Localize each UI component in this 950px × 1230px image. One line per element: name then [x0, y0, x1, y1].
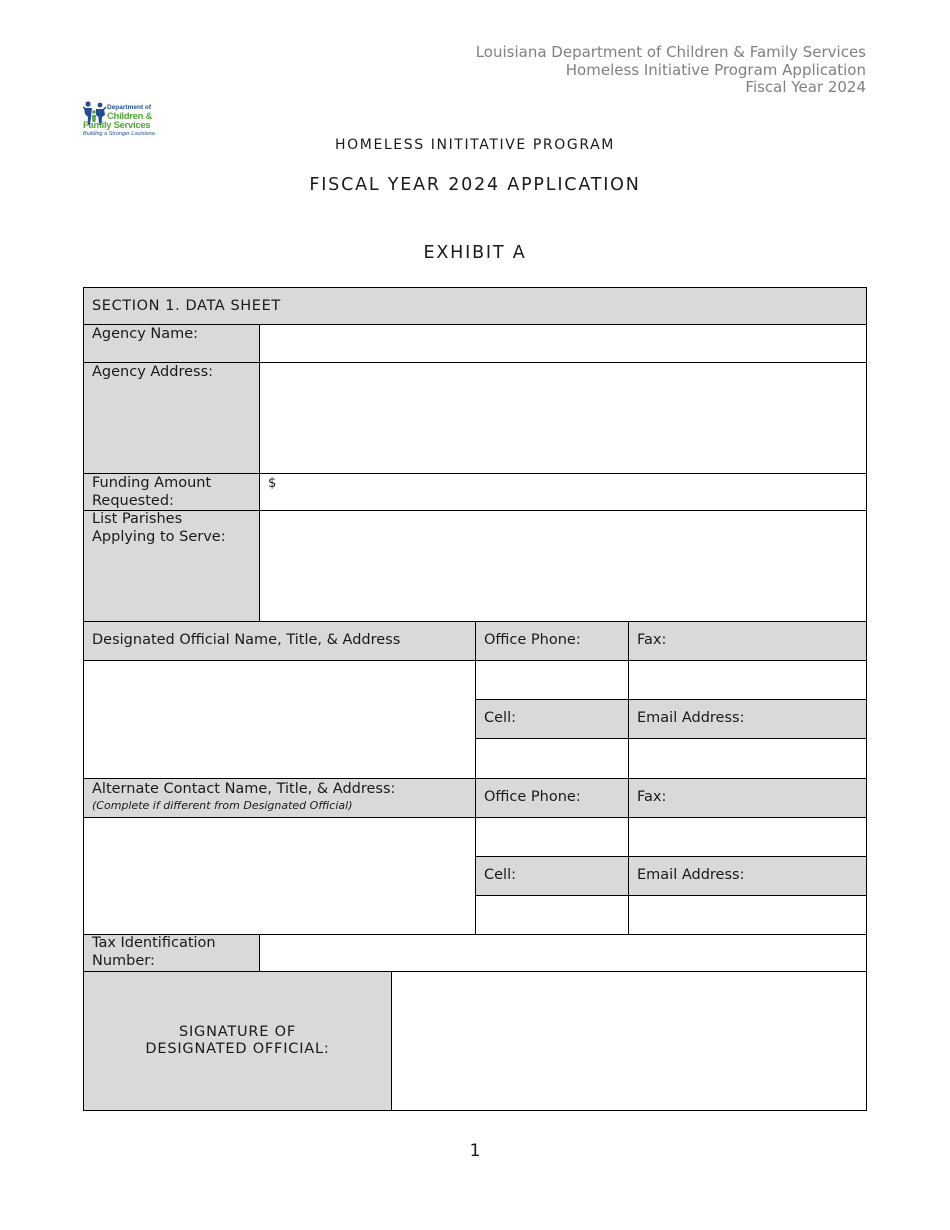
alternate-email-field[interactable]: [628, 895, 867, 935]
header-line-program: Homeless Initiative Program Application: [565, 60, 866, 79]
application-title: FISCAL YEAR 2024 APPLICATION: [309, 175, 641, 195]
tax-id-label-line1: Tax Identification: [92, 935, 216, 951]
alternate-cell-label: Cell:: [475, 856, 629, 896]
exhibit-title: EXHIBIT A: [423, 243, 527, 263]
agency-name-label: Agency Name:: [83, 324, 260, 363]
funding-amount-label-line2: Requested:: [92, 492, 174, 509]
parishes-label: [83, 510, 260, 622]
designated-cell-label: Cell:: [475, 699, 629, 739]
section-header: SECTION 1. DATA SHEET: [83, 287, 867, 325]
alternate-contact-label: [83, 778, 476, 818]
funding-amount-label: [83, 473, 260, 511]
agency-address-field[interactable]: [259, 362, 867, 474]
designated-fax-field[interactable]: [628, 660, 867, 700]
dollar-prefix: $: [268, 476, 277, 491]
logo-line-2: Children &: [107, 110, 153, 122]
logo-text: [83, 104, 155, 137]
header-line-year: Fiscal Year 2024: [745, 78, 866, 96]
alternate-fax-field[interactable]: [628, 817, 867, 857]
alternate-contact-field[interactable]: [83, 817, 476, 935]
tax-id-field[interactable]: [259, 934, 867, 972]
logo-line-3: Family Services: [83, 120, 151, 131]
logo-tagline: Building a Stronger Louisiana: [83, 130, 155, 137]
signature-field[interactable]: [391, 971, 867, 1111]
designated-fax-label: Fax:: [628, 621, 867, 661]
funding-amount-label-line1: Funding Amount: [92, 475, 212, 491]
designated-cell-field[interactable]: [475, 738, 629, 779]
designated-email-label: Email Address:: [628, 699, 867, 739]
logo-line-1: Department of: [107, 104, 152, 111]
designated-office-phone-label: Office Phone:: [475, 621, 629, 661]
tax-id-label-line2: Number:: [92, 952, 155, 969]
agency-name-field[interactable]: [259, 324, 867, 363]
alternate-fax-label: Fax:: [628, 778, 867, 818]
alternate-contact-label-text: Alternate Contact Name, Title, & Address:: [92, 781, 396, 797]
alternate-contact-note: (Complete if different from Designated Official): [92, 798, 353, 812]
designated-official-field[interactable]: [83, 660, 476, 779]
signature-label-line2: DESIGNATED OFFICIAL:: [145, 1041, 330, 1057]
parishes-label-line2: Applying to Serve:: [92, 528, 226, 545]
data-sheet-form: [83, 287, 867, 1111]
signature-label: [83, 971, 392, 1111]
page-number: 1: [469, 1141, 481, 1161]
designated-official-label: Designated Official Name, Title, & Address: [83, 621, 476, 661]
alternate-cell-field[interactable]: [475, 895, 629, 935]
agency-address-label: Agency Address:: [83, 362, 260, 474]
parishes-field[interactable]: [259, 510, 867, 622]
parishes-label-line1: List Parishes: [92, 511, 183, 527]
funding-amount-field[interactable]: [259, 473, 867, 511]
program-title: HOMELESS INITITATIVE PROGRAM: [335, 137, 615, 153]
alternate-office-phone-field[interactable]: [475, 817, 629, 857]
header-line-agency: Louisiana Department of Children & Family Services: [475, 43, 866, 61]
document-header: [476, 44, 866, 97]
designated-office-phone-field[interactable]: [475, 660, 629, 700]
signature-label-line1: SIGNATURE OF: [178, 1023, 296, 1040]
tax-id-label: [83, 934, 260, 972]
alternate-office-phone-label: Office Phone:: [475, 778, 629, 818]
designated-email-field[interactable]: [628, 738, 867, 779]
alternate-email-label: Email Address:: [628, 856, 867, 896]
